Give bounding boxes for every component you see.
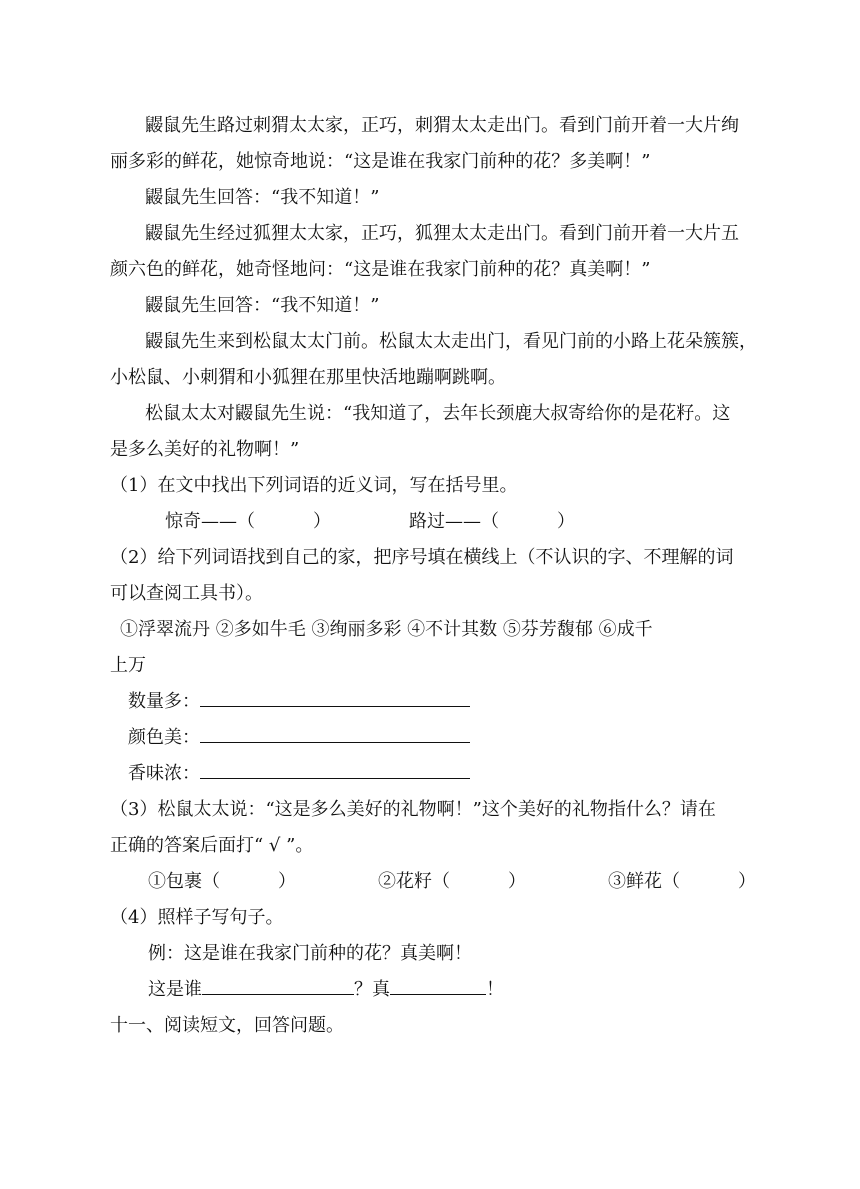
passage-line: 是多么美好的礼物啊！” (110, 439, 300, 460)
question-4-prompt: （4）照样子写句子。 (110, 907, 284, 928)
passage-line: 颜六色的鲜花，她奇怪地问：“这是谁在我家门前种的花？真美啊！” (110, 259, 651, 280)
category-row (128, 756, 778, 792)
sentence-blank[interactable] (390, 972, 486, 995)
section-heading: 十一、阅读短文，回答问题。 (110, 1015, 344, 1036)
example-sentence: 例：这是谁在我家门前种的花？真美啊！ (148, 943, 472, 964)
passage-line: 鼹鼠先生回答：“我不知道！” (145, 295, 380, 316)
passage-line: 松鼠太太对鼹鼠先生说：“我知道了，去年长颈鹿大叔寄给你的是花籽。这 (145, 403, 731, 424)
passage-line: 鼹鼠先生回答：“我不知道！” (145, 187, 380, 208)
question-2-options: 上万 (110, 655, 146, 676)
synonym-item-label: 路过——（ (409, 511, 499, 532)
category-label: 颜色美： (128, 727, 200, 748)
question-1-items: 惊奇——（ ） 路过——（ ） (165, 511, 575, 532)
passage-line: 小松鼠、小刺猬和小狐狸在那里快活地蹦啊跳啊。 (110, 367, 506, 388)
passage-line: 鼹鼠先生经过狐狸太太家，正巧，狐狸太太走出门。看到门前开着一大片五 (145, 223, 739, 244)
sentence-fill-row: 这是谁 ？真 ！ (148, 972, 798, 1008)
question-2-prompt: （2）给下列词语找到自己的家，把序号填在横线上（不认识的字、不理解的词 (110, 547, 734, 568)
question-2-prompt: 可以查阅工具书）。 (110, 583, 263, 604)
question-3-options: ①包裹（ ） ②花籽（ ） ③鲜花（ ） (148, 871, 756, 892)
passage-line: 鼹鼠先生来到松鼠太太门前。松鼠太太走出门，看见门前的小路上花朵簇簇， (145, 331, 757, 352)
category-row (128, 684, 778, 720)
sentence-blank[interactable] (202, 972, 354, 995)
category-label: 数量多： (128, 691, 200, 712)
passage-line: 鼹鼠先生路过刺猬太太家，正巧，刺猬太太走出门。看到门前开着一大片绚 (145, 115, 739, 136)
answer-line[interactable] (200, 684, 470, 707)
answer-line[interactable] (200, 720, 470, 743)
question-3-prompt: 正确的答案后面打“ √ ”。 (110, 835, 314, 856)
synonym-item-label: 惊奇——（ (165, 511, 255, 532)
question-2-options: ①浮翠流丹 ②多如牛毛 ③绚丽多彩 ④不计其数 ⑤芬芳馥郁 ⑥成千 (120, 619, 653, 640)
question-3-prompt: （3）松鼠太太说：“这是多么美好的礼物啊！”这个美好的礼物指什么？请在 (110, 799, 716, 820)
choice-label: ②花籽（ (378, 871, 450, 892)
category-label: 香味浓： (128, 763, 200, 784)
choice-label: ③鲜花（ (608, 871, 680, 892)
choice-label: ①包裹（ (148, 871, 220, 892)
passage-line: 丽多彩的鲜花，她惊奇地说：“这是谁在我家门前种的花？多美啊！” (110, 151, 651, 172)
category-row (128, 720, 778, 756)
answer-line[interactable] (200, 756, 470, 779)
question-1-prompt: （1）在文中找出下列词语的近义词，写在括号里。 (110, 475, 518, 496)
